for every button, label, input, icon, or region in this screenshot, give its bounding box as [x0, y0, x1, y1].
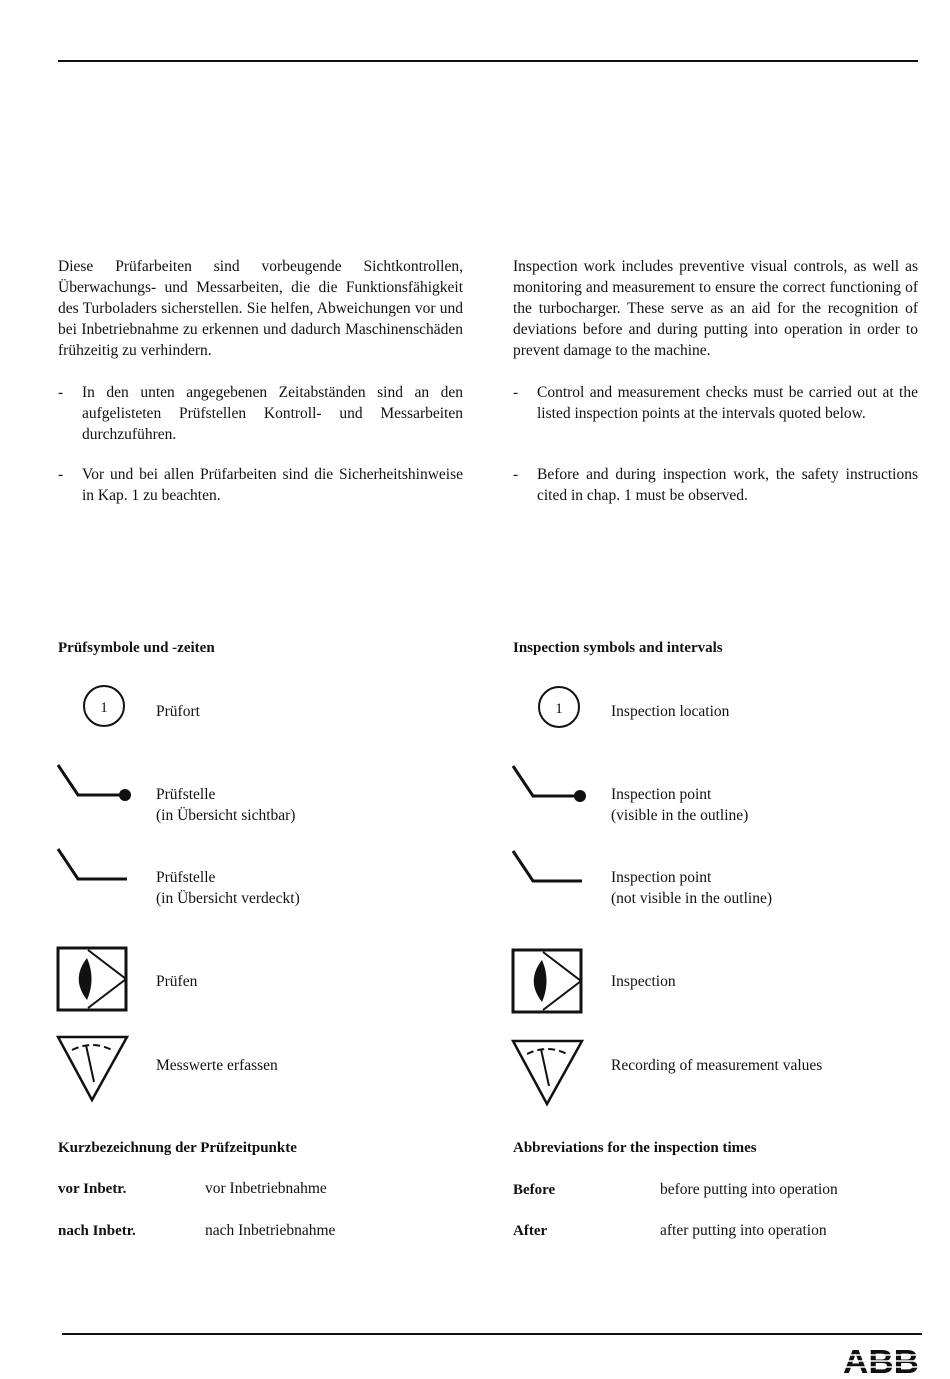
german-inspect-label: Prüfen [156, 973, 198, 990]
german-point-visible-label: Prüfstelle (in Übersicht sichtbar) [156, 786, 296, 824]
location-number: 1 [555, 701, 563, 717]
english-intro: Inspection work includes preventive visual controls, as well as monitoring and measurement to ensure the correct functioning of the turbocharger. These serve as an aid for the recognition of deviations before and during putting into operation in order to prevent damage to the machine. [513, 258, 918, 359]
german-column [58, 256, 463, 504]
bottom-rule [62, 1333, 922, 1335]
german-abbr-value-after: nach Inbetriebnahme [205, 1222, 336, 1239]
english-bullet-1: - Control and measurement checks must be carried out at the listed inspection points at the intervals quoted below. [513, 384, 918, 422]
inspection-eye-icon [56, 946, 130, 1014]
measurement-gauge-icon [56, 1034, 130, 1104]
inspection-location-circle-icon [80, 684, 128, 730]
top-rule [58, 60, 918, 62]
english-column [513, 256, 918, 504]
measurement-gauge-icon [511, 1038, 585, 1108]
german-abbr-value-before: vor Inbetriebnahme [205, 1180, 327, 1197]
english-point-visible-label: Inspection point (visible in the outline) [611, 786, 749, 824]
english-abbr-key-after: After [513, 1223, 548, 1239]
inspection-eye-icon [511, 948, 585, 1016]
inspection-point-hidden-icon [55, 846, 135, 886]
english-inspect-label: Inspection [611, 973, 676, 990]
german-measure-label: Messwerte erfassen [156, 1057, 278, 1074]
inspection-point-visible-icon [55, 762, 135, 804]
german-intro: Diese Prüfarbeiten sind vorbeugende Sichtkontrollen, Überwachungs- und Messarbeiten, die die Funktionsfähigkeit des Turboladers sicherstellen. Sie helfen, Abweichungen vor und bei Inbetriebnahme zu erkennen und dadurch Maschinenschäden frühzeitig zu verhindern. [58, 258, 463, 359]
svg-text:ABB: ABB [843, 1346, 919, 1376]
abb-logo [842, 1346, 920, 1376]
german-abbr-key-after: nach Inbetr. [58, 1223, 136, 1239]
english-bullet-2: - Before and during inspection work, the safety instructions cited in chap. 1 must be observed. [513, 466, 918, 504]
german-abbr-key-before: vor Inbetr. [58, 1181, 127, 1197]
english-abbr-value-before: before putting into operation [660, 1181, 838, 1198]
english-abbr-key-before: Before [513, 1182, 556, 1198]
english-abbr-value-after: after putting into operation [660, 1222, 827, 1239]
german-abbr-heading: Kurzbezeichnung der Prüfzeitpunkte [58, 1140, 297, 1156]
german-bullet-2: - Vor und bei allen Prüfarbeiten sind die Sicherheitshinweise in Kap. 1 zu beachten. [58, 466, 463, 504]
english-location-label: Inspection location [611, 703, 730, 720]
german-bullet-1: - In den unten angegebenen Zeitabständen sind an den aufgelisteten Prüfstellen Kontroll- und Messarbeiten durchzuführen. [58, 384, 463, 443]
english-measure-label: Recording of measurement values [611, 1057, 823, 1074]
inspection-point-visible-icon [510, 763, 590, 805]
inspection-location-circle-icon [535, 685, 583, 731]
inspection-point-hidden-icon [510, 848, 590, 888]
english-point-hidden-label: Inspection point (not visible in the outline) [611, 869, 773, 907]
english-symbols-heading: Inspection symbols and intervals [513, 640, 723, 656]
german-location-label: Prüfort [156, 703, 200, 720]
location-number: 1 [100, 700, 108, 716]
german-point-hidden-label: Prüfstelle (in Übersicht verdeckt) [156, 869, 300, 907]
german-symbols-heading: Prüfsymbole und -zeiten [58, 640, 215, 656]
english-abbr-heading: Abbreviations for the inspection times [513, 1140, 757, 1156]
